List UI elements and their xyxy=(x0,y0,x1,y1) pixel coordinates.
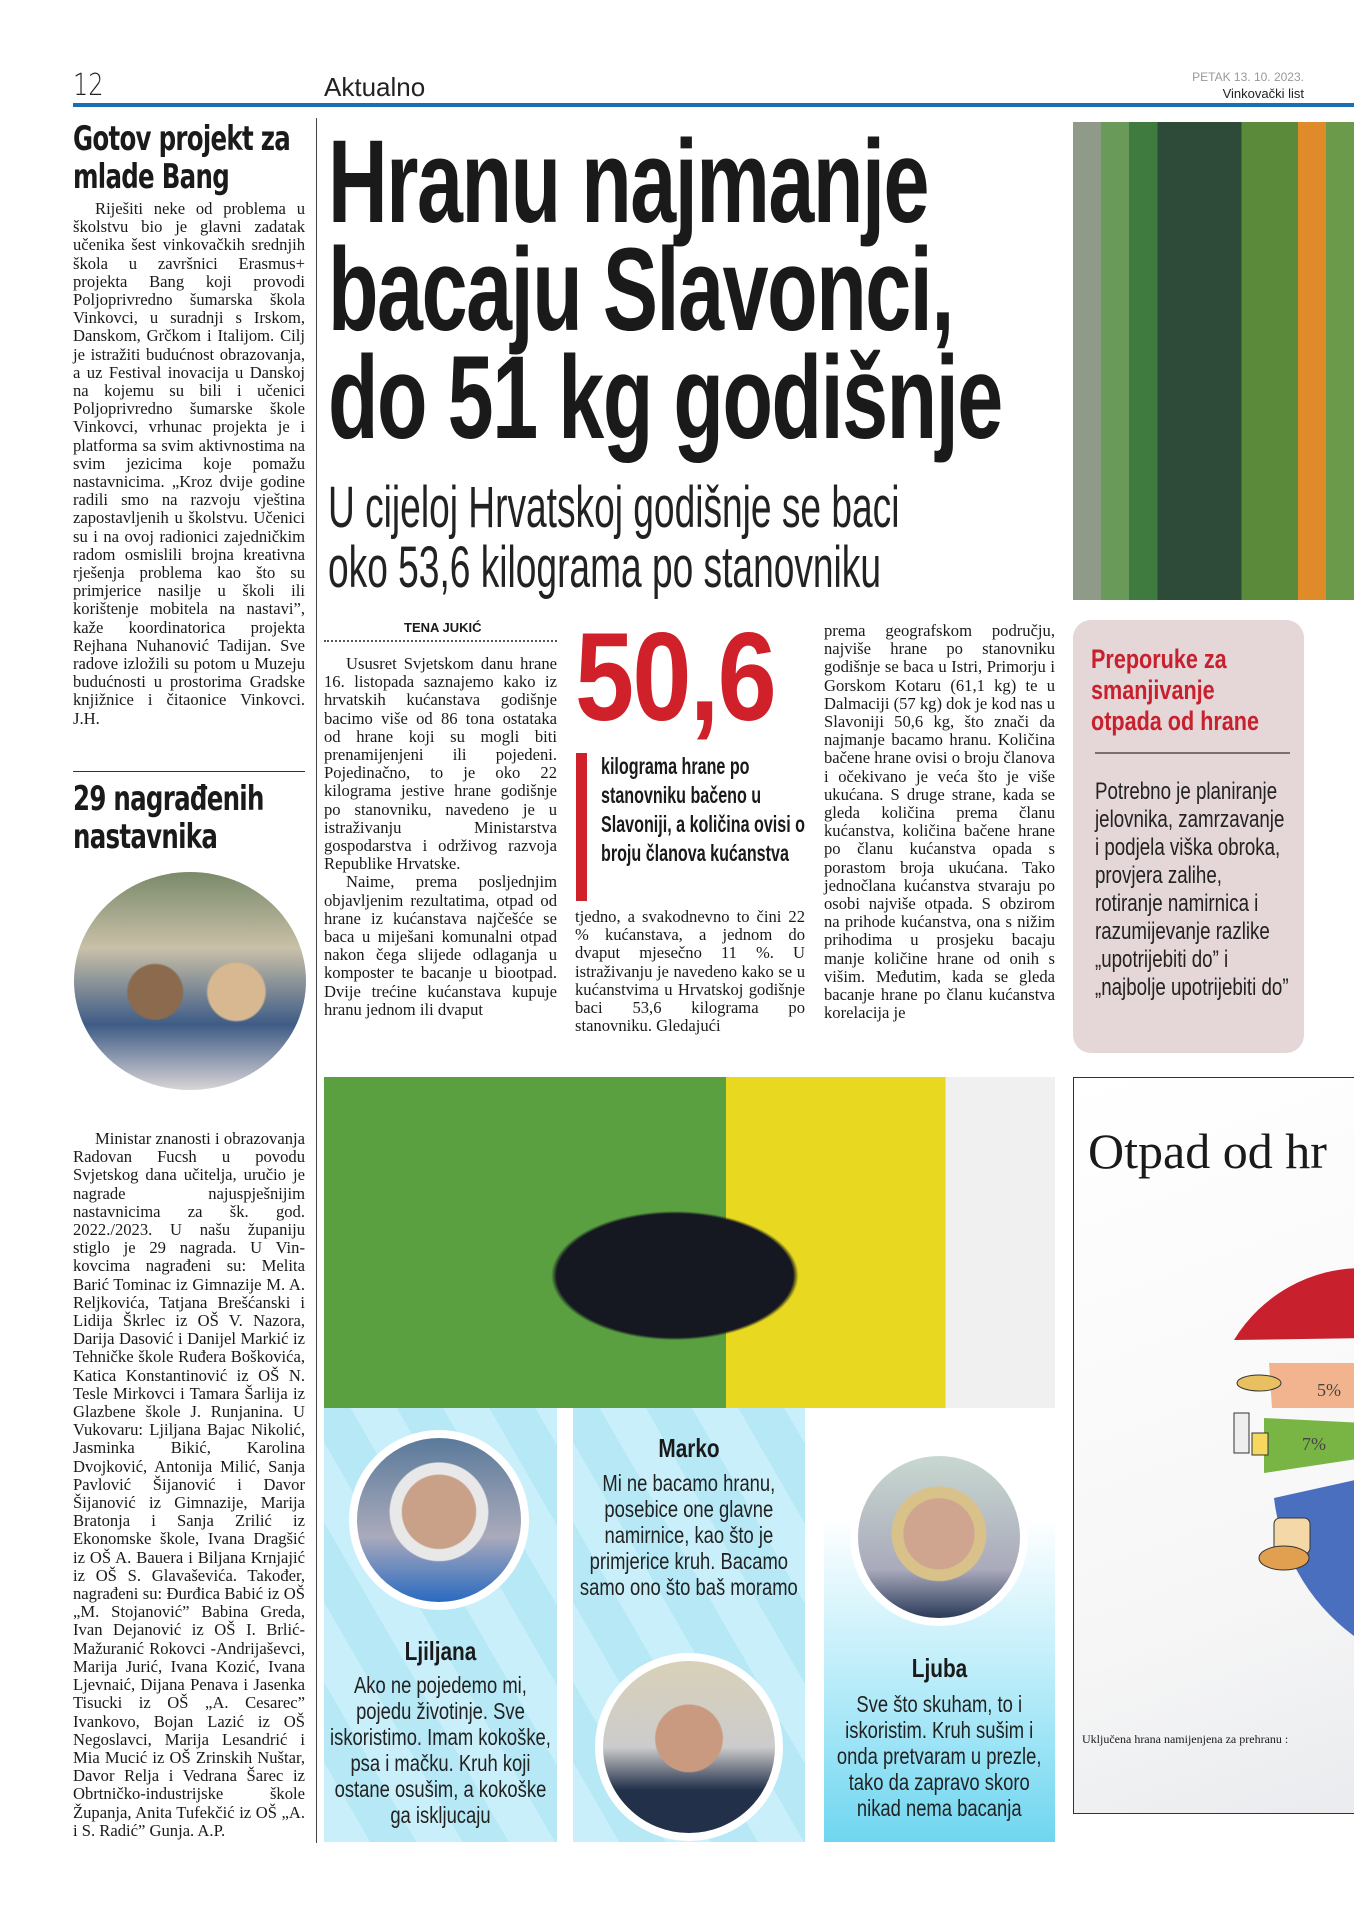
article-column-2 xyxy=(575,908,805,1035)
quote-name: Ljiljana xyxy=(404,1636,477,1666)
subheadline xyxy=(328,475,1032,600)
side-story-1-title: Gotov projekt za mlade Bang xyxy=(73,119,291,197)
paragraph: Ministar znanosti i obrazovanja Radovan Fucsh u povodu Svjetskog dana učitelja, uručio je nagrade najuspješnijim nastavnicima za šk. god. 2022./2023. U našu županiju stiglo je 29 nagrada. U Vinkovcima nagrađeni su: Melita Barić Tominac iz Gimnazije M. A. Reljkovića, Tatjana Brešćanski i Lidija Škrlec iz OŠ V. Nazora, Darija Dasović i Danijel Markić iz Tehničke škole Ruđera Boškovića, Katica Konstantinović iz OŠ N. Tesle Mirkovci i Tamara Šarlija iz Glazbene škole J. Runjanina. U Vukovaru: Ljiljana Bajac Nikolić, Jasminka Bikić, Karolina Dvojković, Antonija Milić, Sanja Pavlović Šijanović i Davor Šijanović iz Gimnazije, Marija Bratonja i Sanja Zrilić iz Ekonomske škole, Ivana Dragšić iz OŠ A. Bauera i Biljana Krnjajić iz OŠ S. Glavaševića. Također, nagrađeni su: Đurđica Babić iz OŠ „M. Stojanović” Babina Greda, Ivan Dejanović iz OŠ I. Brlić-Mažuranić Rokovci -Andrijaševci, Marija Jurić, Ivana Kozić, Ivana Ljevnaić, Dijana Penava i Jasenka Tisucki iz OŠ „A. Cesarec” Ivankovo, Bojan Lazić iz OŠ Negoslavci, Marija Lesandrić i Mia Mucić iz OŠ Zrinskih Nuštar, Davor Relja i Vedrana Šarec iz Obrtničko-industrijske škole Županja, Anita Tufekčić iz OŠ „A. i S. Radić” Gunja. A.P. xyxy=(73,1129,305,1840)
dotted-rule xyxy=(324,640,557,642)
quote-card xyxy=(324,1408,557,1842)
garbage-bag-bin-photo xyxy=(324,1077,1055,1408)
box-title: Preporuke za smanjivanje otpada od hrane xyxy=(1091,644,1260,736)
dairy-icon xyxy=(1234,1413,1268,1455)
label-5pct: 5% xyxy=(1317,1380,1341,1400)
wedge-red xyxy=(1234,1268,1354,1340)
paragraph: tjedno, a svakodnevno to čini 22 % kućanstava, a jednom do dvaput mjesečno 11 %. U istraživanju je navedeno kako se u kućanstvima u Hrvatskoj godišnje baci 53,6 kilograma po stanovniku. Gledajući xyxy=(575,907,805,1036)
food-waste-infographic xyxy=(1073,1077,1354,1814)
article-column-3 xyxy=(824,622,1055,1022)
side-story-2-title: 29 nagrađenih nastavnika xyxy=(73,779,264,857)
column-divider xyxy=(316,118,317,1843)
page-number: 12 xyxy=(73,68,104,103)
side-story-1-body xyxy=(73,200,305,728)
paragraph: Naime, prema posljednjim objavljenim rezultatima, otpad od hrane iz kućanstava najčešće se baca u miješani komunalni otpad nakon čega slijede odlaganja u komposter te bacanje u biootpad. Dvije trećine kućanstava kupuje hranu jednom ili dvaput xyxy=(324,872,557,1019)
recommendations-box xyxy=(1073,620,1304,1053)
divider xyxy=(73,771,305,772)
subheadline-line: U cijeloj Hrvatskoj godišnje se baci xyxy=(328,475,900,540)
quote-text: Ako ne pojedemo mi, pojedu životinje. Sve iskoristimo. Imam kokoške, psa i mačku. Kruh koji ostane osušim, a kokoške ga iskljucaju xyxy=(330,1672,551,1828)
header-rule xyxy=(73,103,1354,107)
byline: TENA JUKIĆ xyxy=(404,620,482,635)
quote-card xyxy=(573,1408,805,1842)
box-text: Potrebno je planiranje jelovnika, zamrzavanje i podjela viška obroka, provjera zalihe, rotiranje namirnica i razumijevanje razlike „upotrijebiti do” i „najbolje upotrijebiti do” xyxy=(1095,778,1289,1001)
marko-portrait xyxy=(595,1653,783,1841)
article-column-1 xyxy=(324,655,557,1019)
subheadline-line: oko 53,6 kilograma po stanovniku xyxy=(328,535,882,600)
paragraph: Ususret Svjetskom danu hrane 16. listopada saznajemo kako iz hrvatskih kućanstava godišnje bacimo više od 86 tona ostataka od hrane koji su mogli biti prenamijenjeni ili pojedeni. Pojedinačno, to je oko 22 kilograma jestive hrane godišnje po stanovniku, navedeno je u istraživanju Ministarstva gospodarstva i održivog razvoja Republike Hrvatske. xyxy=(324,654,557,874)
side-story-2-body xyxy=(73,1130,305,1840)
ljiljana-portrait xyxy=(349,1430,529,1610)
infographic-title: Otpad od hr xyxy=(1088,1123,1327,1179)
callout-text: kilograma hrane po stanovniku bačeno u Slavoniji, a količina ovisi o broju članova kućanstva xyxy=(601,753,806,866)
section-title: Aktualno xyxy=(324,72,426,102)
bread-icon xyxy=(1259,1518,1310,1570)
big-number: 50,6 xyxy=(575,608,776,747)
headline-line: do 51 kg godišnje xyxy=(328,332,1002,464)
quote-text: Sve što skuham, to i iskoristim. Kruh sušim i onda pretvaram u prezle, tako da zapravo skoro nikad nema bacanja xyxy=(837,1691,1042,1821)
paper-name: Vinkovački list xyxy=(1222,86,1304,101)
headline xyxy=(328,116,1028,464)
headline-line: bacaju Slavonci, xyxy=(328,224,953,356)
headline-line: Hranu najmanje xyxy=(328,116,929,248)
bin-with-food-waste-photo xyxy=(1073,122,1354,600)
pasta-icon xyxy=(1237,1375,1281,1391)
issue-date: PETAK 13. 10. 2023. xyxy=(1192,70,1304,84)
ljuba-portrait xyxy=(850,1448,1028,1626)
paragraph: Riješiti neke od problema u školstvu bio je glavni zadatak učenika šest vinkovačkih srednjih škola u završnici Erasmus+ projekta Bang koji provodi Poljoprivredno šumarska škola Vinkovci, u suradnji s Irskom, Danskom, Grčkom i Italijom. Cilj je istražiti budućnost obrazovanja, a uz Festival inovacija u Danskoj na kojemu su bili i učenici Poljoprivredno šumarske škole Vinkovci, vrhunac projekta je i platforma sa svim aktivnostima na svim jezicima koje pomažu nastavnicima. „Kroz dvije godine radili smo na razvoju vještina zapostavljenih u školstvu. Učenici su i na ovoj radionici zajedničkim radom osmislili brojna kreativna rješenja problema kao što su primjerice nasilje u školi ili korištenje mobitela na nastavi”, kaže koordinatorica projekta Rejhana Nuhanović Tadijan. Sve radove izložili su potom u Muzeju budućnosti u prostorima Gradske knjižnice i čitaonice Vinkovci. J.H. xyxy=(73,199,305,728)
infographic-footnote: Uključena hrana namijenjena za prehranu : xyxy=(1082,1732,1289,1746)
quote-name: Ljuba xyxy=(911,1653,968,1683)
quote-text: Mi ne bacamo hranu, posebice one glavne namirnice, kao što je primjerice kruh. Bacamo samo ono što baš moramo xyxy=(580,1470,798,1600)
label-7pct: 7% xyxy=(1302,1434,1326,1454)
callout-bar xyxy=(576,753,587,901)
teachers-classroom-photo xyxy=(74,872,306,1090)
paragraph: prema geografskom području, najviše hrane po stanovniku godišnje se baca u Istri, Primorju i Gorskom Kotaru (61,1 kg) te u Dalmaciji (57 kg) dok je kod nas u Slavoniji 50,6 kg, što znači da najmanje bacamo hranu. Količina bačene hrane ovisi o broju članova i očekivano je veća što je više ukućana. S druge strane, kada se gleda količina prema članu kućanstva, količina bačene hrane po članu kućanstva opada s porastom broja ukućana. Tako jednočlana kućanstva stvaraju po osobi najviše otpada. S obzirom na prihode kućanstva, ona s nižim prihodima u prosjeku bacaju manje količine hrane od onih s višim. Međutim, kada se gleda bacanje hrane po članu kućanstva korelacija je xyxy=(824,621,1055,1023)
wedge-5pct xyxy=(1269,1363,1354,1408)
quote-card xyxy=(824,1408,1055,1842)
box-rule xyxy=(1095,752,1290,754)
quote-name: Marko xyxy=(658,1433,720,1463)
